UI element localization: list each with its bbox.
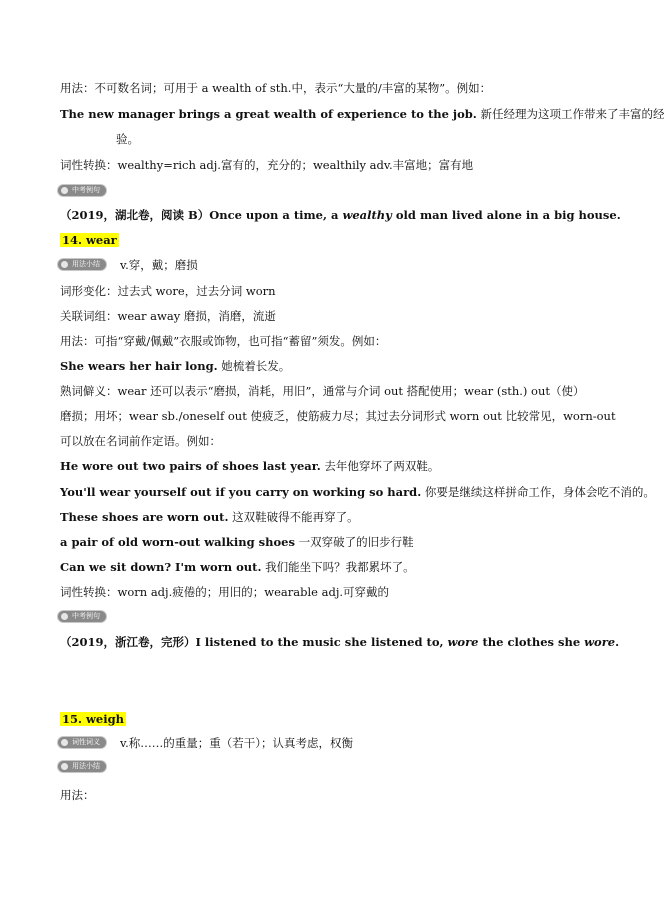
- exam-text: the clothes she: [478, 635, 585, 649]
- rare-meaning-line-2: 磨损；用坏；wear sb./oneself out 使疲乏，使筋疲力尽；其过去分词形式 worn out 比较常见，worn-out: [60, 409, 616, 423]
- usage-line-weigh: 用法：: [60, 788, 95, 802]
- exam-text: （2019，浙江卷，完形）I listened to the music she listened to,: [60, 635, 448, 649]
- exam-italic: wealthy: [342, 208, 392, 222]
- example-sentence: [60, 358, 290, 374]
- usage-badge: [58, 761, 106, 772]
- example-en: He wore out two pairs of shoes last year.: [60, 459, 321, 473]
- example-en: These shoes are worn out.: [60, 510, 229, 524]
- word-form-line: 词性转换：wealthy=rich adj.富有的，充分的；wealthily adv.丰富地；富有地: [60, 158, 474, 172]
- badge-dot-icon: [61, 739, 68, 746]
- example-en: The new manager brings a great wealth of experience to the job.: [60, 107, 477, 121]
- badge-label: 中考例句: [72, 186, 100, 194]
- exam-text: .: [615, 635, 620, 649]
- example-sentence: [60, 559, 415, 575]
- heading-15: [60, 711, 126, 727]
- exam-text: （2019，湖北卷，阅读 B）Once upon a time, a: [60, 208, 343, 222]
- example-sentence: [60, 458, 439, 474]
- usage-line-wealth: 用法：不可数名词；可用于 a wealth of sth.中，表示“大量的/丰富的某物”。例如：: [60, 81, 492, 95]
- phrase-line: 关联词组：wear away 磨损，消磨，流逝: [60, 309, 276, 323]
- usage-badge: [58, 259, 106, 270]
- example-sentence: [60, 106, 664, 122]
- example-sentence: [60, 509, 359, 525]
- badge-label: 用法小结: [72, 762, 100, 770]
- meaning-line: v.穿，戴；磨损: [120, 258, 198, 272]
- exam-italic: wore: [447, 635, 479, 649]
- example-sentence: [60, 484, 655, 500]
- rare-meaning-line: 熟词僻义：wear 还可以表示“磨损，消耗，用旧”，通常与介词 out 搭配使用；wear (sth.) out（使）: [60, 384, 585, 398]
- example-en: You'll wear yourself out if you carry on working so hard.: [60, 485, 422, 499]
- badge-label: 用法小结: [72, 260, 100, 268]
- inflection-line: 词形变化：过去式 wore，过去分词 worn: [60, 284, 276, 298]
- rare-meaning-line-3: 可以放在名词前作定语。例如：: [60, 434, 221, 448]
- exam-sentence: [60, 207, 621, 223]
- heading-15-label: 15. weigh: [62, 712, 124, 726]
- example-zh: 你要是继续这样拼命工作，身体会吃不消的。: [421, 485, 655, 499]
- example-zh: 她梳着长发。: [217, 359, 291, 373]
- heading-14-label: 14. wear: [62, 233, 117, 247]
- example-zh: 我们能坐下吗？我都累坏了。: [261, 560, 415, 574]
- exam-italic: wore: [584, 635, 616, 649]
- exam-text: old man lived alone in a big house.: [391, 208, 621, 222]
- heading-14: [60, 232, 119, 248]
- badge-dot-icon: [61, 613, 68, 620]
- example-zh: 新任经理为这项工作带来了丰富的经: [476, 107, 664, 121]
- word-form-line-wear: 词性转换：worn adj.疲倦的；用旧的；wearable adj.可穿戴的: [60, 585, 390, 599]
- example-continuation: 验。: [116, 132, 139, 146]
- badge-dot-icon: [61, 763, 68, 770]
- meaning-badge: [58, 737, 106, 748]
- meaning-line: v.称……的重量；重（若干）；认真考虑，权衡: [120, 736, 354, 750]
- badge-dot-icon: [61, 261, 68, 268]
- exam-badge: [58, 185, 106, 196]
- example-en: a pair of old worn-out walking shoes: [60, 535, 295, 549]
- example-zh: 去年他穿坏了两双鞋。: [320, 459, 440, 473]
- usage-line-wear: 用法：可指“穿戴/佩戴”衣服或饰物，也可指“蓄留”须发。例如：: [60, 334, 387, 348]
- example-en: Can we sit down? I'm worn out.: [60, 560, 262, 574]
- exam-sentence: [60, 634, 619, 650]
- example-zh: 一双穿破了的旧步行鞋: [294, 535, 414, 549]
- example-sentence: [60, 534, 414, 550]
- example-zh: 这双鞋破得不能再穿了。: [228, 510, 359, 524]
- exam-badge: [58, 611, 106, 622]
- badge-label: 中考例句: [72, 612, 100, 620]
- example-en: She wears her hair long.: [60, 359, 218, 373]
- badge-label: 词性词义: [72, 738, 100, 746]
- badge-dot-icon: [61, 187, 68, 194]
